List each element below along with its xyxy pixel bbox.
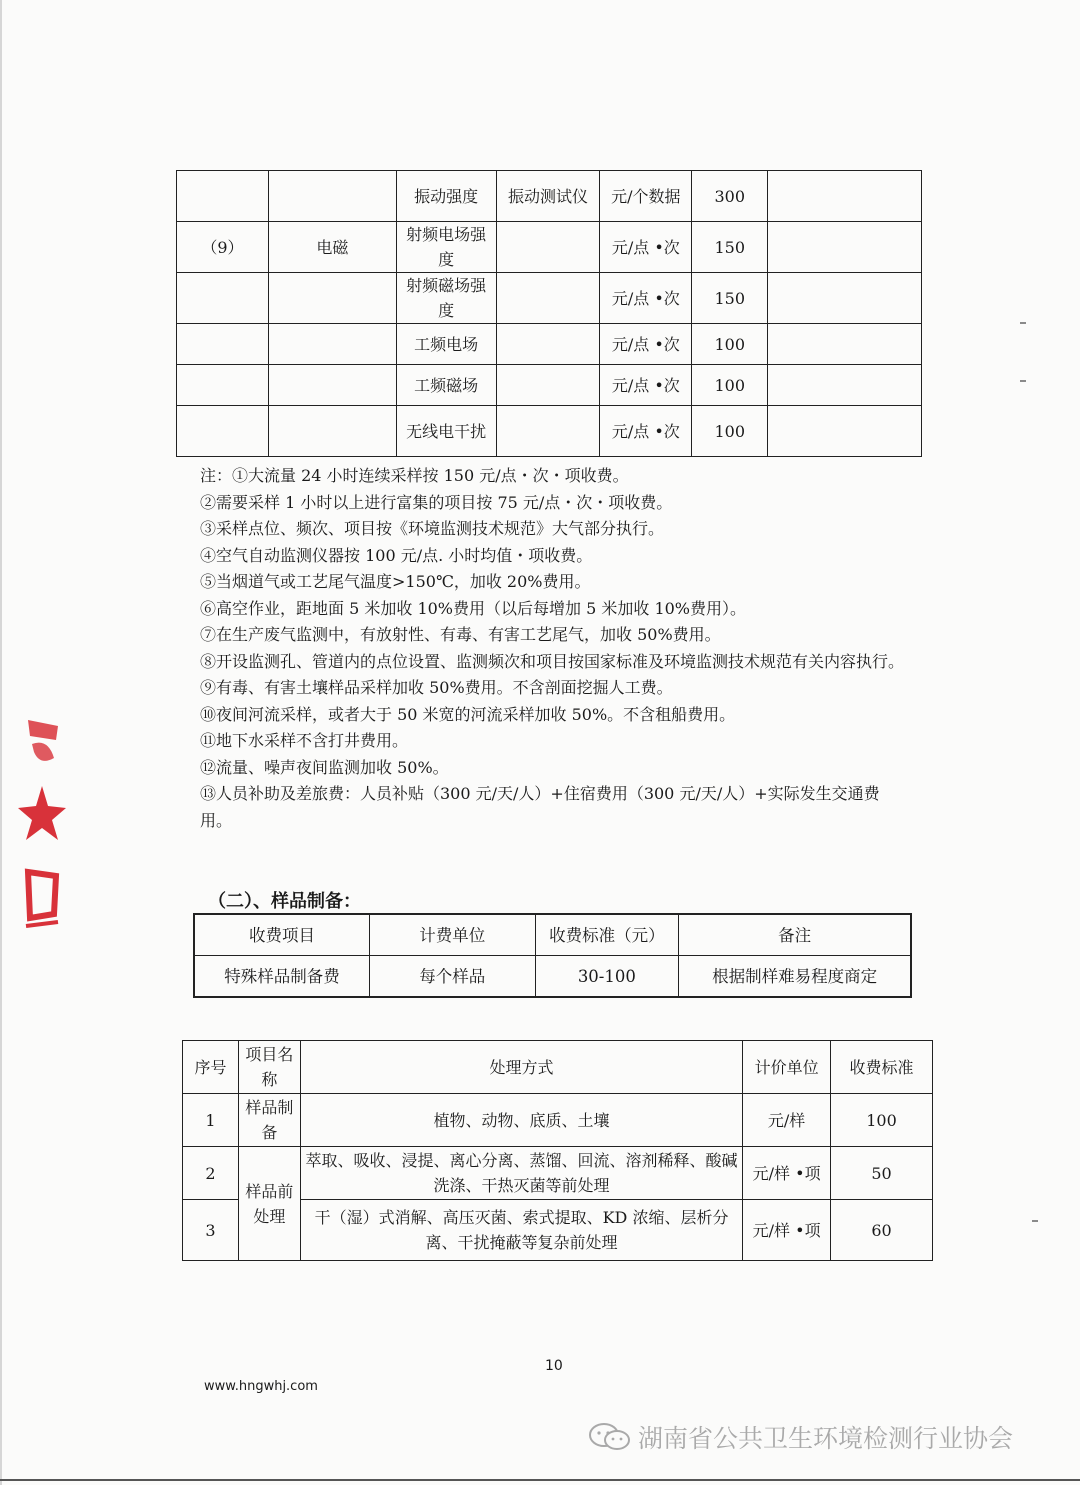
category [268,406,396,457]
item-name: 无线电干扰 [396,406,496,457]
item-name: 振动强度 [396,171,496,222]
method: 植物、动物、底质、土壤 [300,1094,742,1147]
column-header: 序号 [183,1041,239,1094]
scan-mark [1020,322,1026,324]
table-cell: 根据制样难易程度商定 [679,956,911,998]
column-header: 收费标准 [831,1041,933,1094]
unit: 元/样 [743,1094,831,1147]
watermark-text: 湖南省公共卫生环境检测行业协会 [638,1424,1014,1453]
unit: 元/点 •次 [600,222,692,273]
sample-prep-fee-table [193,913,912,998]
instrument [496,324,600,365]
item-name: 样品前处理 [238,1147,300,1261]
table-row [177,406,922,457]
unit: 元/点 •次 [600,273,692,324]
unit: 元/点 •次 [600,406,692,457]
table-row [183,1094,933,1147]
item-name: 样品制备 [238,1094,300,1147]
note-line: ⑨有毒、有害土壤样品采样加收 50%费用。不含剖面挖掘人工费。 [200,678,673,697]
note-line: ②需要采样 1 小时以上进行富集的项目按 75 元/点・次・项收费。 [200,492,673,512]
instrument [496,365,600,406]
table-cell: 30-100 [535,956,679,998]
method: 干（湿）式消解、高压灭菌、索式提取、KD 浓缩、层析分离、干扰掩蔽等复杂前处理 [300,1200,742,1261]
category [268,273,396,324]
unit: 元/样 •项 [743,1200,831,1261]
table-cell: 每个样品 [369,956,535,998]
note-line: ④空气自动监测仪器按 100 元/点. 小时均值・项收费。 [200,545,593,565]
blank-cell [768,171,922,222]
table-row [183,1147,933,1200]
website-footer: www.hngwhj.com [204,1379,318,1394]
sample-processing-table [182,1040,933,1261]
note-line: ⑪地下水采样不含打井费用。 [200,731,409,750]
row-number [177,171,269,222]
note-line: 注：①大流量 24 小时连续采样按 150 元/点・次・项收费。 [200,466,629,485]
price: 60 [831,1200,933,1261]
row-number [177,324,269,365]
table-row [194,956,911,998]
price: 100 [692,365,768,406]
price: 150 [692,273,768,324]
price: 50 [831,1147,933,1200]
column-header: 计价单位 [743,1041,831,1094]
item-name: 射频电场强度 [396,222,496,273]
row-number: 1 [183,1094,239,1147]
table-row [177,324,922,365]
category [268,365,396,406]
blank-cell [768,324,922,365]
note-line: ③采样点位、频次、项目按《环境监测技术规范》大气部分执行。 [200,519,665,538]
unit: 元/个数据 [600,171,692,222]
item-name: 射频磁场强度 [396,273,496,324]
instrument [496,406,600,457]
price: 100 [692,406,768,457]
instrument [496,222,600,273]
column-header: 计费单位 [369,914,535,956]
page-number: 10 [545,1358,563,1374]
note-line: ⑫流量、噪声夜间监测加收 50%。 [200,757,449,777]
unit: 元/点 •次 [600,324,692,365]
table-row [177,365,922,406]
blank-cell [768,273,922,324]
row-number [177,406,269,457]
column-header: 收费项目 [194,914,369,956]
instrument: 振动测试仪 [496,171,600,222]
page-edge [0,0,2,1485]
note-line: ⑬人员补助及差旅费：人员补贴（300 元/天/人）+住宿费用（300 元/天/人）+实际发生交通费用。 [200,784,880,830]
column-header: 备注 [679,914,911,956]
column-header: 处理方式 [300,1041,742,1094]
page-edge-bottom [0,1479,1080,1481]
category [268,324,396,365]
scan-mark [1020,380,1026,382]
monitoring-fee-table [176,170,922,457]
price: 300 [692,171,768,222]
blank-cell [768,222,922,273]
note-line: ⑦在生产废气监测中，有放射性、有毒、有害工艺尾气，加收 50%费用。 [200,625,721,644]
table-cell: 特殊样品制备费 [194,956,369,998]
red-seal-stamp [18,700,66,940]
item-name: 工频磁场 [396,365,496,406]
table-row [177,171,922,222]
category: 电磁 [268,222,396,273]
price: 100 [692,324,768,365]
note-line: ⑧开设监测孔、管道内的点位设置、监测频次和项目按国家标准及环境监测技术规范有关内容执行。 [200,651,905,671]
table-header-row [183,1041,933,1094]
category [268,171,396,222]
note-line: ⑩夜间河流采样，或者大于 50 米宽的河流采样加收 50%。不含租船费用。 [200,704,736,724]
price: 100 [831,1094,933,1147]
blank-cell [768,406,922,457]
blank-cell [768,365,922,406]
row-number: 3 [183,1200,239,1261]
table-row [177,273,922,324]
row-number: （9） [177,222,269,273]
table-row [177,222,922,273]
section-heading: （二）、样品制备： [208,891,361,912]
row-number: 2 [183,1147,239,1200]
unit: 元/点 •次 [600,365,692,406]
wechat-watermark [588,1419,1013,1455]
row-number [177,365,269,406]
table-header-row [194,914,911,956]
note-line: ⑥高空作业，距地面 5 米加收 10%费用（以后每增加 5 米加收 10%费用）。 [200,598,747,618]
column-header: 收费标准（元） [535,914,679,956]
unit: 元/样 •项 [743,1147,831,1200]
notes-block [200,463,906,834]
instrument [496,273,600,324]
note-line: ⑤当烟道气或工艺尾气温度>150℃，加收 20%费用。 [200,572,591,591]
price: 150 [692,222,768,273]
method: 萃取、吸收、浸提、离心分离、蒸馏、回流、溶剂稀释、酸碱洗涤、干热灭菌等前处理 [300,1147,742,1200]
item-name: 工频电场 [396,324,496,365]
wechat-icon [588,1422,632,1452]
row-number [177,273,269,324]
column-header: 项目名称 [238,1041,300,1094]
scan-mark [1032,1220,1038,1222]
